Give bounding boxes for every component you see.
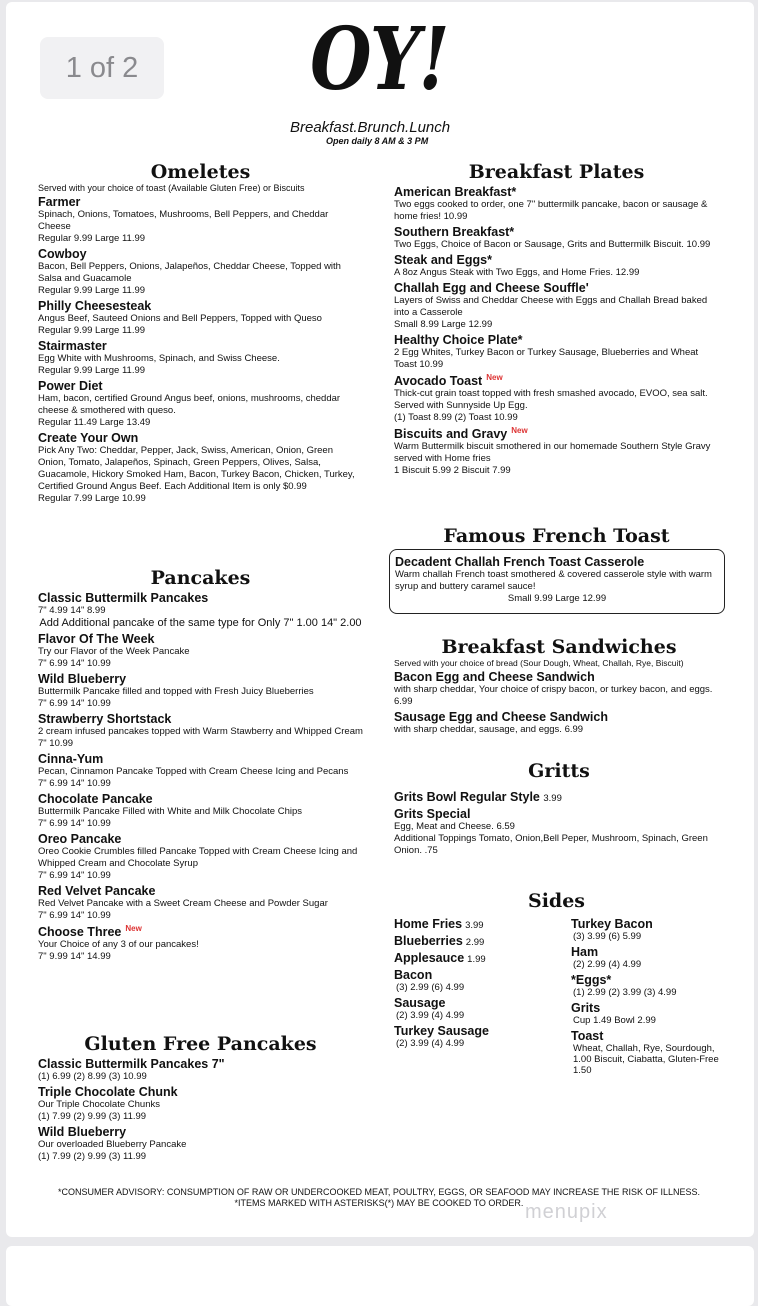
menu-item xyxy=(394,253,719,279)
menu-item-name-text: Healthy Choice Plate* xyxy=(394,333,523,347)
menu-item-name-text: Oreo Pancake xyxy=(38,832,122,846)
menu-item xyxy=(394,373,719,424)
side-item xyxy=(394,968,564,993)
side-item-name: Toast xyxy=(571,1029,604,1043)
side-item-price: (2) 3.99 (4) 4.99 xyxy=(396,1038,465,1049)
menu-item-name-text: Stairmaster xyxy=(38,339,107,353)
menu-item-price: (1) 7.99 (2) 9.99 (3) 11.99 xyxy=(38,1111,147,1122)
menu-item-desc: Two eggs cooked to order, one 7" buttermilk pancake, bacon or sausage & home fries! 10.99 xyxy=(394,199,708,222)
menu-item-desc: Our overloaded Blueberry Pancake xyxy=(38,1139,187,1150)
menu-item-name xyxy=(394,333,719,347)
menu-item-price: Regular 11.49 Large 13.49 xyxy=(38,417,151,428)
menu-item xyxy=(38,247,363,297)
side-item-title xyxy=(571,945,721,959)
menu-item-desc: 2 cream infused pancakes topped with Warm Stawberry and Whipped Cream xyxy=(38,726,363,737)
side-item-name: Bacon xyxy=(394,968,433,982)
side-item-title xyxy=(571,917,721,931)
side-item-price: (3) 2.99 (6) 4.99 xyxy=(396,982,465,993)
new-badge: New xyxy=(511,426,528,436)
side-item-price: 1.99 xyxy=(467,954,486,965)
menu-item-name-text: Triple Chocolate Chunk xyxy=(38,1085,178,1099)
grits-special-extra: Additional Toppings Tomato, Onion,Bell Peper, Mushroom, Spinach, Green Onion. .75 xyxy=(394,833,708,856)
side-item-title xyxy=(394,996,564,1010)
hours: Open daily 8 AM & 3 PM xyxy=(326,136,429,146)
gritts-heading: Gritts xyxy=(528,760,590,782)
menu-item-name xyxy=(38,431,363,445)
menu-item-price: 7" 9.99 14" 14.99 xyxy=(38,951,111,963)
side-item-title xyxy=(394,917,564,931)
menu-item xyxy=(394,333,719,371)
menu-item-name xyxy=(394,373,719,388)
menu-item-name xyxy=(38,672,363,686)
logo xyxy=(0,9,758,110)
sides-right xyxy=(571,917,721,1079)
menu-item xyxy=(38,884,363,922)
menu-item-price: Regular 9.99 Large 11.99 xyxy=(38,365,146,376)
side-item-price: (3) 3.99 (6) 5.99 xyxy=(573,931,642,942)
menu-item-desc: Your Choice of any 3 of our pancakes! xyxy=(38,939,199,951)
menu-item xyxy=(38,832,363,882)
pancakes-section xyxy=(38,567,363,963)
menu-item-price: Regular 9.99 Large 11.99 xyxy=(38,325,146,336)
menu-item-name-text: Philly Cheesesteak xyxy=(38,299,152,313)
menu-item xyxy=(38,195,363,245)
menu-item-desc: Warm Buttermilk biscuit smothered in our homemade Southern Style Gravy served with Home fries xyxy=(394,441,711,465)
menu-item-desc: Angus Beef, Sauteed Onions and Bell Peppers, Topped with Queso xyxy=(38,313,322,324)
side-item-name: *Eggs* xyxy=(571,973,612,987)
menu-item xyxy=(38,617,363,630)
menu-item xyxy=(38,379,363,429)
menu-item-desc: Pecan, Cinnamon Pancake Topped with Cream Cheese Icing and Pecans xyxy=(38,766,349,777)
menu-item-desc: Try our Flavor of the Week Pancake xyxy=(38,646,190,657)
menu-item-name xyxy=(38,924,363,939)
new-badge: New xyxy=(486,373,503,382)
menu-item xyxy=(38,792,363,830)
sides-section xyxy=(394,890,719,912)
menu-item-price: (1) Toast 8.99 (2) Toast 10.99 xyxy=(394,412,518,424)
menu-item-price: Regular 7.99 Large 10.99 xyxy=(38,493,146,504)
menu-item-name xyxy=(38,752,363,766)
menu-item-name xyxy=(38,632,363,646)
menu-item xyxy=(394,185,719,223)
menu-item-desc: with sharp cheddar, Your choice of crispy bacon, or turkey bacon, and eggs. 6.99 xyxy=(394,684,713,707)
menu-item-name xyxy=(394,225,719,239)
side-item-name: Applesauce xyxy=(394,951,465,965)
menu-item-name-text: Wild Blueberry xyxy=(38,1125,127,1139)
menu-item-desc: Our Triple Chocolate Chunks xyxy=(38,1099,160,1110)
menu-item-price: 7" 6.99 14" 10.99 xyxy=(38,818,111,829)
menu-item-name xyxy=(38,1057,363,1071)
omeletes-section xyxy=(38,161,363,505)
menu-item-name-text: Strawberry Shortstack xyxy=(38,712,172,726)
menu-item-desc: Bacon, Bell Peppers, Onions, Jalapeños, Cheddar Cheese, Topped with Salsa and Guacamole xyxy=(38,261,341,284)
french-toast-desc: Warm challah French toast smothered & covered casserole style with warm syrup and buttery caramel sauce! xyxy=(395,569,712,592)
menu-item-name xyxy=(38,884,363,898)
menu-item-desc: Buttermilk Pancake filled and topped with Fresh Juicy Blueberries xyxy=(38,686,314,697)
menu-item-desc: A 8oz Angus Steak with Two Eggs, and Home Fries. 12.99 xyxy=(394,267,640,278)
menu-item-desc: Pick Any Two: Cheddar, Pepper, Jack, Swiss, American, Onion, Green Onion, Tomato, Jalapeños, Spinach, Green Peppers, Olives, Salsa, Guacamole, Hickory Smoked Ham, Bacon, Turkey Bacon, Chicken, Turkey, Certified Ground Angus Beef. Each Additional Item is only $0.99 xyxy=(38,445,355,492)
menu-item-name-text: Southern Breakfast* xyxy=(394,225,515,239)
cooked-to-order-note: *ITEMS MARKED WITH ASTERISKS(*) MAY BE COOKED TO ORDER. xyxy=(234,1198,524,1208)
menu-item-desc: Thick-cut grain toast topped with fresh smashed avocado, EVOO, sea salt. Served with Sunnyside Up Egg. xyxy=(394,388,708,412)
menu-item-name-text: Flavor Of The Week xyxy=(38,632,155,646)
side-item xyxy=(571,917,721,942)
menu-item-name-text: Sausage Egg and Cheese Sandwich xyxy=(394,710,608,724)
grits-special-desc: Egg, Meat and Cheese. 6.59 xyxy=(394,821,515,832)
menu-item xyxy=(394,426,719,477)
menu-item xyxy=(394,225,719,251)
menu-item xyxy=(38,712,363,750)
side-item-name: Turkey Sausage xyxy=(394,1024,489,1038)
french-toast-name: Decadent Challah French Toast Casserole xyxy=(395,555,645,569)
menu-item-name-text: Avocado Toast xyxy=(394,374,483,389)
side-item-name: Grits xyxy=(571,1001,601,1015)
menu-item-name-text: Cowboy xyxy=(38,247,87,261)
side-item-title xyxy=(571,1029,721,1043)
menu-item-desc: 2 Egg Whites, Turkey Bacon or Turkey Sausage, Blueberries and Wheat Toast 10.99 xyxy=(394,347,699,370)
menu-item-desc: Layers of Swiss and Cheddar Cheese with Eggs and Challah Bread baked into a Casserole xyxy=(394,295,708,318)
side-item-price: (2) 3.99 (4) 4.99 xyxy=(396,1010,465,1021)
menu-item-name-text: Red Velvet Pancake xyxy=(38,884,156,898)
side-item-title xyxy=(571,973,721,987)
side-item-price: (1) 2.99 (2) 3.99 (3) 4.99 xyxy=(573,987,677,998)
menu-item-name-text: Create Your Own xyxy=(38,431,139,445)
omeletes-heading: Omeletes xyxy=(150,161,251,183)
sides-heading: Sides xyxy=(527,890,585,912)
side-item-name: Ham xyxy=(571,945,599,959)
menu-item xyxy=(394,710,724,736)
menu-item xyxy=(38,1125,363,1163)
side-item xyxy=(394,934,564,948)
french-toast-heading: Famous French Toast xyxy=(443,525,670,547)
menu-item-name xyxy=(38,712,363,726)
menu-item-desc: Red Velvet Pancake with a Sweet Cream Cheese and Powder Sugar xyxy=(38,898,328,909)
side-item-price: Cup 1.49 Bowl 2.99 xyxy=(573,1015,656,1026)
french-toast-box xyxy=(389,549,725,614)
menu-item-desc: Oreo Cookie Crumbles filled Pancake Topped with Cream Cheese Icing and Whipped Cream and Chocolate Syrup xyxy=(38,846,358,869)
side-item-price: Wheat, Challah, Rye, Sourdough, 1.00 Biscuit, Ciabatta, Gluten-Free 1.50 xyxy=(573,1043,719,1076)
side-item-title xyxy=(394,934,564,948)
side-item-title xyxy=(394,951,564,965)
side-item xyxy=(394,996,564,1021)
menu-item xyxy=(38,752,363,790)
menu-item-name xyxy=(38,1085,363,1099)
grits-bowl xyxy=(394,790,724,805)
sandwiches-section xyxy=(394,636,724,736)
side-item-price: 3.99 xyxy=(465,920,484,931)
menu-item xyxy=(38,1057,363,1083)
menu-item xyxy=(38,339,363,377)
side-item xyxy=(394,917,564,931)
menu-item xyxy=(38,924,363,963)
logo-text: OY! xyxy=(310,9,448,110)
menu-item-desc: Egg White with Mushrooms, Spinach, and Swiss Cheese. xyxy=(38,353,280,364)
menu-item-name-text: Classic Buttermilk Pancakes xyxy=(38,591,209,605)
menu-item-desc: Spinach, Onions, Tomatoes, Mushrooms, Bell Peppers, and Cheddar Cheese xyxy=(38,209,329,232)
side-item xyxy=(571,945,721,970)
gluten-free-section xyxy=(38,1033,363,1163)
pancakes-heading: Pancakes xyxy=(150,567,251,589)
gluten-free-heading: Gluten Free Pancakes xyxy=(84,1033,317,1055)
menu-item-name-text: American Breakfast* xyxy=(394,185,517,199)
side-item xyxy=(394,951,564,965)
menu-item-price: 7" 6.99 14" 10.99 xyxy=(38,910,111,921)
menu-item xyxy=(394,281,719,331)
menu-item xyxy=(38,591,363,617)
side-item xyxy=(571,1001,721,1026)
sides-left xyxy=(394,917,564,1052)
menu-item-price: 7" 6.99 14" 10.99 xyxy=(38,698,111,709)
menu-item-price: (1) 7.99 (2) 9.99 (3) 11.99 xyxy=(38,1151,147,1162)
watermark: menupix xyxy=(525,1201,608,1223)
menu-item-name-text: Power Diet xyxy=(38,379,103,393)
side-item-title xyxy=(394,968,564,982)
french-toast-section xyxy=(394,525,719,547)
side-item-price: 2.99 xyxy=(465,937,485,948)
menu-item-price: Regular 9.99 Large 11.99 xyxy=(38,233,146,244)
menu-item-desc: Two Eggs, Choice of Bacon or Sausage, Grits and Buttermilk Biscuit. 10.99 xyxy=(394,239,711,250)
menu-item-name-text: Biscuits and Gravy xyxy=(394,427,508,442)
menu-item-desc: Ham, bacon, certified Ground Angus beef, onions, mushrooms, cheddar cheese & smothered with queso. xyxy=(38,393,341,416)
menu-item-name-text: Wild Blueberry xyxy=(38,672,127,686)
menu-item-name-text: Chocolate Pancake xyxy=(38,792,153,806)
menu-page-2 xyxy=(6,1246,754,1306)
menu-item-name-text: Farmer xyxy=(38,195,81,209)
menu-item-desc: Add Additional pancake of the same type for Only 7" 1.00 14" 2.00 xyxy=(39,617,362,629)
side-item-title xyxy=(571,1001,721,1015)
menu-item-price: (1) 6.99 (2) 8.99 (3) 10.99 xyxy=(38,1071,147,1082)
side-item-name: Turkey Bacon xyxy=(571,917,653,931)
side-item-name: Home Fries xyxy=(394,917,463,931)
menu-item-name-text: Cinna-Yum xyxy=(38,752,104,766)
menu-item-name xyxy=(38,792,363,806)
menu-item-name xyxy=(38,832,363,846)
menu-item xyxy=(38,632,363,670)
side-item-price: (2) 2.99 (4) 4.99 xyxy=(573,959,642,970)
side-item xyxy=(394,1024,564,1049)
menu-item-name-text: Challah Egg and Cheese Souffle' xyxy=(394,281,589,295)
menu-item xyxy=(394,670,724,708)
menu-item-name-text: Choose Three xyxy=(38,925,122,940)
menu-item-name xyxy=(38,247,363,261)
breakfast-plates-heading: Breakfast Plates xyxy=(468,161,645,183)
grits-bowl-price: 3.99 xyxy=(543,793,562,804)
menu-item xyxy=(38,1085,363,1123)
menu-item-price: 7" 6.99 14" 10.99 xyxy=(38,870,111,881)
tagline: Breakfast.Brunch.Lunch xyxy=(290,119,451,136)
menu-item-name xyxy=(38,299,363,313)
page-indicator[interactable]: 1 of 2 xyxy=(40,37,164,99)
menu-item-name-text: Steak and Eggs* xyxy=(394,253,492,267)
gritts-section xyxy=(394,760,724,857)
menu-item-name xyxy=(394,253,719,267)
menu-item-name xyxy=(38,1125,363,1139)
breakfast-plates-section xyxy=(394,161,719,477)
menu-item-name xyxy=(38,195,363,209)
menu-item-price: Small 8.99 Large 12.99 xyxy=(394,319,493,330)
grits-bowl-name: Grits Bowl Regular Style xyxy=(394,790,540,804)
menu-item-price: 1 Biscuit 5.99 2 Biscuit 7.99 xyxy=(394,465,511,477)
menu-item-price: 7" 6.99 14" 10.99 xyxy=(38,658,111,669)
side-item-title xyxy=(394,1024,564,1038)
new-badge: New xyxy=(125,924,142,933)
menu-item xyxy=(38,431,363,505)
sandwiches-subtitle: Served with your choice of bread (Sour Dough, Wheat, Challah, Rye, Biscuit) xyxy=(394,658,684,668)
menu-item-name xyxy=(38,339,363,353)
menu-item-price: 7" 4.99 14" 8.99 xyxy=(38,605,106,616)
menu-item-name xyxy=(394,670,724,684)
menu-item-price: 7" 10.99 xyxy=(38,738,74,749)
menu-item xyxy=(38,299,363,337)
menu-item-name-text: Classic Buttermilk Pancakes 7" xyxy=(38,1057,225,1071)
menu-item-name xyxy=(394,281,719,295)
side-item-name: Blueberries xyxy=(394,934,463,948)
side-item xyxy=(571,1029,721,1076)
menu-item-name xyxy=(38,591,363,605)
menu-item-name xyxy=(394,426,719,441)
side-item-name: Sausage xyxy=(394,996,446,1010)
menu-item-name-text: Bacon Egg and Cheese Sandwich xyxy=(394,670,595,684)
grits-special-name: Grits Special xyxy=(394,807,471,821)
french-toast-price: Small 9.99 Large 12.99 xyxy=(507,593,607,604)
menu-item xyxy=(38,672,363,710)
side-item xyxy=(571,973,721,998)
menu-item-name xyxy=(394,710,724,724)
menu-item-name xyxy=(38,379,363,393)
omeletes-subtitle: Served with your choice of toast (Available Gluten Free) or Biscuits xyxy=(38,183,305,193)
sandwiches-heading: Breakfast Sandwiches xyxy=(441,636,677,658)
menu-item-desc: Buttermilk Pancake Filled with White and Milk Chocolate Chips xyxy=(38,806,302,817)
menu-item-name xyxy=(394,185,719,199)
consumer-advisory: *CONSUMER ADVISORY: CONSUMPTION OF RAW OR UNDERCOOKED MEAT, POULTRY, EGGS, OR SEAFOOD MAY INCREASE THE RISK OF ILLNESS. xyxy=(58,1187,700,1197)
menu-item-price: Regular 9.99 Large 11.99 xyxy=(38,285,146,296)
menu-item-desc: with sharp cheddar, sausage, and eggs. 6.99 xyxy=(394,724,584,735)
menu-item-price: 7" 6.99 14" 10.99 xyxy=(38,778,111,789)
